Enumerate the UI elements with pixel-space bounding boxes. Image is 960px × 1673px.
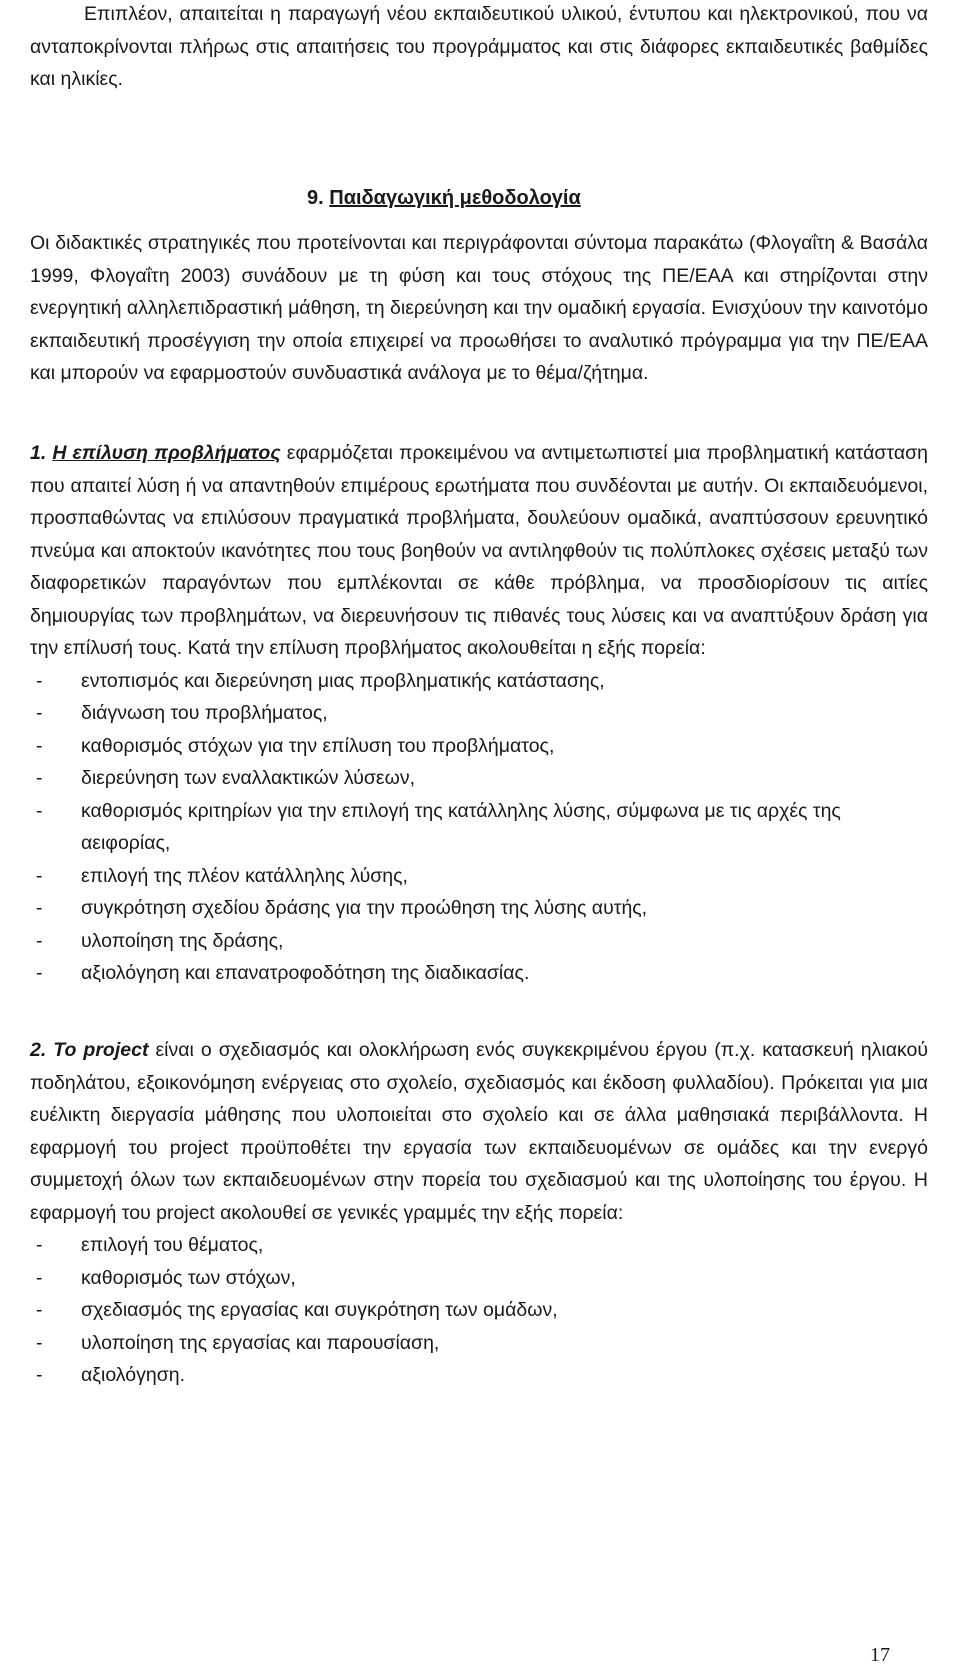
method-1-term: Η επίλυση προβλήματος <box>52 442 281 464</box>
list-item: - καθορισμός των στόχων, <box>30 1262 928 1295</box>
section-paragraph-text: Οι διδακτικές στρατηγικές που προτείνονται και περιγράφονται σύντομα παρακάτω (Φλογαΐτη & Βασάλα 1999, Φλογαΐτη 2003) συνάδουν με τη φύση και τους στόχους της ΠΕ/ΕΑΑ και στηρίζονται στην ενεργητική αλληλεπιδραστική μάθηση, τη διερεύνηση και την ομαδική εργασία. Ενισχύουν την καινοτόμο εκπαιδευτική προσέγγιση την οποία επιχειρεί να προωθήσει το αναλυτικό πρόγραμμα για την ΠΕ/ΕΑΑ και μπορούν να εφαρμοστούν συνδυαστικά ανάλογα με το θέμα/ζήτημα. <box>30 232 928 384</box>
method-1-text: εφαρμόζεται προκειμένου να αντιμετωπιστεί μια προβληματική κατάσταση που απαιτεί λύση ή να απαντηθούν επιμέρους ερωτήματα που συνδέονται με αυτήν. Οι εκπαιδευόμενοι, προσπαθώντας να επιλύσουν πραγματικά προβλήματα, δουλεύουν ομαδικά, αναπτύσσουν ερευνητικό πνεύμα και αποκτούν ικανότητες που τους βοηθούν να αντιληφθούν τις πολύπλοκες σχέσεις μεταξύ των διαφορετικών παραγόντων που εμπλέκονται σε κάθε πρόβλημα, να προσδιορίσουν τις αιτίες δημιουργίας των προβλημάτων, να διερευνήσουν τις πιθανές τους λύσεις και να αναπτύξουν δράση για την επίλυσή τους. Κατά την επίλυση προβλήματος ακολουθείται η εξής πορεία: <box>30 442 928 659</box>
list-item: - συγκρότηση σχεδίου δράσης για την προώθηση της λύσης αυτής, <box>30 892 928 925</box>
intro-text: Επιπλέον, απαιτείται η παραγωγή νέου εκπαιδευτικού υλικού, έντυπου και ηλεκτρονικού, που να ανταποκρίνονται πλήρως στις απαιτήσεις του προγράμματος και στις διάφορες εκπαιδευτικές βαθμίδες και ηλικίες. <box>30 3 928 90</box>
method-1-steps <box>30 665 928 990</box>
method-2-steps <box>30 1229 928 1392</box>
method-1-number: 1. <box>30 442 47 464</box>
method-1-paragraph <box>30 437 928 665</box>
method-2-number: 2. <box>30 1039 47 1061</box>
page-number: 17 <box>870 1644 890 1666</box>
method-2-text: είναι ο σχεδιασμός και ολοκλήρωση ενός συγκεκριμένου έργου (π.χ. κατασκευή ηλιακού ποδηλάτου, εξοικονόμηση ενέργειας στο σχολείο, σχεδιασμός και έκδοση φυλλαδίου). Πρόκειται για μια ευέλικτη διεργασία μάθησης που υλοποιείται στο σχολείο και σε άλλα μαθησιακά περιβάλλοντα. Η εφαρμογή του project προϋποθέτει την εργασία των εκπαιδευομένων σε ομάδες και την ενεργό συμμετοχή όλων των εκπαιδευομένων στην πορεία του σχεδιασμού και της υλοποίησης του έργου. Η εφαρμογή του project ακολουθεί σε γενικές γραμμές την εξής πορεία: <box>30 1039 928 1224</box>
intro-paragraph <box>30 0 928 96</box>
list-item: - υλοποίηση της δράσης, <box>30 925 928 958</box>
section-heading <box>307 182 581 214</box>
method-2-term: Το project <box>53 1039 149 1061</box>
list-item: - καθορισμός κριτηρίων για την επιλογή της κατάλληλης λύσης, σύμφωνα με τις αρχές της αειφορίας, <box>30 795 928 860</box>
section-paragraph <box>30 227 928 390</box>
list-item: - διερεύνηση των εναλλακτικών λύσεων, <box>30 762 928 795</box>
list-item: - διάγνωση του προβλήματος, <box>30 697 928 730</box>
method-2-paragraph <box>30 1034 928 1229</box>
section-number: 9. <box>307 187 324 209</box>
method-problem-solving <box>30 437 928 990</box>
list-item: - επιλογή της πλέον κατάλληλης λύσης, <box>30 860 928 893</box>
list-item: - υλοποίηση της εργασίας και παρουσίαση, <box>30 1327 928 1360</box>
list-item: - αξιολόγηση και επανατροφοδότηση της διαδικασίας. <box>30 957 928 990</box>
section-title: Παιδαγωγική μεθοδολογία <box>329 187 581 209</box>
list-item: - επιλογή του θέματος, <box>30 1229 928 1262</box>
method-project <box>30 1034 928 1392</box>
list-item: - αξιολόγηση. <box>30 1359 928 1392</box>
list-item: - σχεδιασμός της εργασίας και συγκρότηση των ομάδων, <box>30 1294 928 1327</box>
list-item: - εντοπισμός και διερεύνηση μιας προβληματικής κατάστασης, <box>30 665 928 698</box>
list-item: - καθορισμός στόχων για την επίλυση του προβλήματος, <box>30 730 928 763</box>
